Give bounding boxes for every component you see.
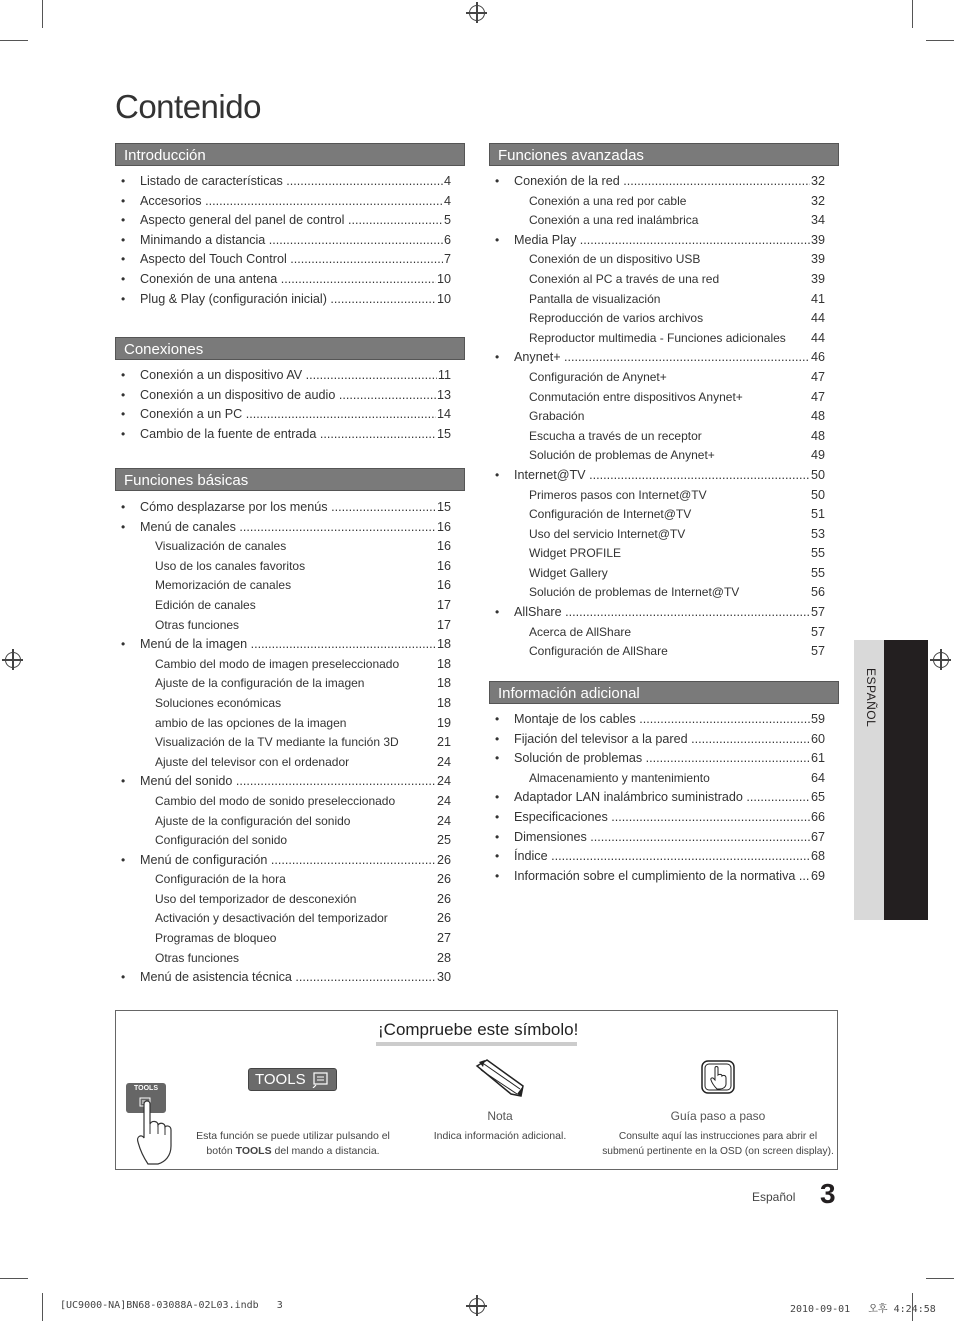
- bullet-icon: •: [495, 790, 500, 805]
- toc-entry-page: 27: [436, 929, 451, 949]
- note-caption: Indica información adicional.: [433, 1130, 567, 1142]
- step-guide-icon: [701, 1060, 735, 1094]
- bullet-icon: •: [121, 637, 126, 652]
- toc-entry-title: Conexión a un PC .....: [140, 405, 451, 425]
- toc-entry-title: Media Play .....: [514, 231, 825, 251]
- toc-entry-page: 17: [436, 596, 451, 616]
- toc-entry: [489, 828, 839, 848]
- toc-entry: [115, 733, 465, 753]
- registration-mark-icon: [469, 5, 485, 21]
- toc-entry: [489, 564, 839, 584]
- bullet-icon: •: [495, 829, 500, 844]
- note-pencil-icon: [473, 1058, 527, 1100]
- bullet-icon: •: [121, 193, 126, 208]
- page-title: Contenido: [115, 88, 261, 125]
- toc-entry-title: Cambio del modo de sonido preseleccionado: [155, 793, 396, 808]
- toc-entry-page: 24: [436, 753, 451, 773]
- toc-entry-title: Conexión a una red inalámbrica: [529, 213, 699, 228]
- toc-entry: [115, 616, 465, 636]
- toc-entry: [489, 505, 839, 525]
- toc-entry-page: 16: [436, 576, 451, 596]
- toc-entry-title: Anynet+ .....: [514, 348, 825, 368]
- toc-entry-page: 7: [443, 250, 451, 270]
- toc-entry-title: Primeros pasos con Internet@TV: [529, 487, 707, 502]
- toc-entry-title: Uso de los canales favoritos: [155, 558, 306, 573]
- toc-entry-title: Visualización de la TV mediante la función 3D: [155, 735, 399, 750]
- toc-entry: [489, 211, 839, 231]
- crop-mark: [926, 1278, 954, 1279]
- toc-entry-page: 55: [810, 544, 825, 564]
- toc-entry-title: Reproducción de varios archivos: [529, 311, 704, 326]
- toc-entry-title: Visualización de canales: [155, 539, 287, 554]
- toc-entry: [115, 753, 465, 773]
- toc-entry-title: Adaptador LAN inalámbrico suministrado .....: [514, 788, 825, 808]
- guide-label: Guía paso a paso: [670, 1109, 766, 1123]
- toc-entry-title: Cambio del modo de imagen preseleccionado: [155, 656, 400, 671]
- toc-entry-page: 28: [436, 949, 451, 969]
- bullet-icon: •: [495, 605, 500, 620]
- toc-entry-page: 65: [810, 788, 825, 808]
- toc-entry: [489, 407, 839, 427]
- toc-entry-page: 21: [436, 733, 451, 753]
- toc-entry-title: Plug & Play (configuración inicial) .....: [140, 290, 451, 310]
- toc-entry-page: 15: [436, 498, 451, 518]
- toc-entry-title: Uso del servicio Internet@TV: [529, 526, 686, 541]
- bullet-icon: •: [495, 467, 500, 482]
- toc-entry-title: Grabación: [529, 409, 585, 424]
- toc-entry-page: 59: [810, 710, 825, 730]
- side-tab-label: ESPAÑOL: [864, 668, 878, 728]
- toc-entry-title: Menú de canales .....: [140, 518, 451, 538]
- toc-entry: [489, 192, 839, 212]
- toc-entry: [489, 544, 839, 564]
- toc-entry-page: 44: [810, 309, 825, 329]
- toc-list: [115, 366, 465, 444]
- page-number: 3: [820, 1178, 836, 1209]
- bullet-icon: •: [121, 232, 126, 247]
- toc-entry: [489, 788, 839, 808]
- toc-entry-page: 39: [810, 231, 825, 251]
- bullet-icon: •: [121, 426, 126, 441]
- toc-entry-page: 16: [436, 537, 451, 557]
- toc-entry: [115, 714, 465, 734]
- toc-entry-page: 50: [810, 466, 825, 486]
- toc-entry-page: 18: [436, 635, 451, 655]
- toc-entry-page: 48: [810, 427, 825, 447]
- toc-entry-page: 39: [810, 250, 825, 270]
- toc-entry-title: Acerca de AllShare: [529, 624, 632, 639]
- toc-entry: [115, 968, 465, 988]
- section-introduccion: [115, 143, 465, 309]
- toc-entry-title: Aspecto general del panel de control .....: [140, 211, 451, 231]
- toc-entry: [115, 851, 465, 871]
- toc-entry-title: Índice .....: [514, 847, 825, 867]
- toc-entry-title: Configuración del sonido: [155, 833, 288, 848]
- toc-entry-title: Soluciones económicas: [155, 695, 282, 710]
- toc-entry: [115, 576, 465, 596]
- toc-entry: [489, 749, 839, 769]
- toc-entry: [115, 405, 465, 425]
- crop-mark: [926, 40, 954, 41]
- toc-entry-title: Dimensiones .....: [514, 828, 825, 848]
- toc-entry: [489, 427, 839, 447]
- toc-entry-title: Configuración de Internet@TV: [529, 507, 692, 522]
- toc-entry-title: Menú de configuración .....: [140, 851, 451, 871]
- toc-entry: [489, 847, 839, 867]
- toc-entry-page: 18: [436, 674, 451, 694]
- toc-entry: [489, 348, 839, 368]
- toc-entry-page: 16: [436, 518, 451, 538]
- toc-entry: [489, 368, 839, 388]
- tools-badge: [248, 1068, 337, 1091]
- toc-entry-title: Uso del temporizador de desconexión: [155, 891, 357, 906]
- toc-entry-page: 32: [810, 172, 825, 192]
- toc-entry-page: 66: [810, 808, 825, 828]
- toc-entry: [115, 674, 465, 694]
- note-label: Nota: [487, 1109, 513, 1123]
- toc-entry-title: Almacenamiento y mantenimiento: [529, 770, 710, 785]
- bullet-icon: •: [495, 731, 500, 746]
- toc-entry-page: 30: [436, 968, 451, 988]
- remote-button-label: TOOLS: [134, 1085, 158, 1092]
- toc-entry-page: 5: [443, 211, 451, 231]
- toc-entry: [115, 518, 465, 538]
- toc-entry: [489, 270, 839, 290]
- toc-entry: [115, 929, 465, 949]
- toc-entry-title: Edición de canales: [155, 597, 256, 612]
- section-heading: Información adicional: [489, 681, 839, 704]
- toc-entry-page: 55: [810, 564, 825, 584]
- crop-mark: [42, 0, 43, 28]
- toc-entry: [489, 250, 839, 270]
- section-heading: Conexiones: [115, 337, 465, 360]
- bullet-icon: •: [495, 868, 500, 883]
- bullet-icon: •: [495, 849, 500, 864]
- toc-entry-title: Configuración de la hora: [155, 872, 286, 887]
- bullet-icon: •: [121, 387, 126, 402]
- bullet-icon: •: [495, 174, 500, 188]
- toc-entry-title: Programas de bloqueo: [155, 931, 277, 946]
- guide-caption: Consulte aquí las instrucciones para abrir el submenú pertinente en la OSD (on screen display).: [602, 1131, 834, 1157]
- toc-entry-title: Pantalla de visualización: [529, 291, 661, 306]
- toc-entry-page: 4: [443, 192, 451, 212]
- toc-entry-title: Ajuste del televisor con el ordenador: [155, 754, 350, 769]
- toc-entry-page: 32: [810, 192, 825, 212]
- bullet-icon: •: [121, 500, 126, 514]
- toc-entry: [115, 270, 465, 290]
- crop-mark: [0, 1278, 28, 1279]
- toc-list: [115, 172, 465, 309]
- toc-entry-title: AllShare .....: [514, 603, 825, 623]
- toc-entry-title: Menú de asistencia técnica .....: [140, 968, 451, 988]
- toc-entry-page: 53: [810, 525, 825, 545]
- toc-entry-page: 57: [810, 642, 825, 662]
- toc-entry: [489, 642, 839, 662]
- toc-entry-page: 16: [436, 557, 451, 577]
- toc-entry-page: 68: [810, 847, 825, 867]
- section-heading: Funciones básicas: [115, 468, 465, 491]
- toc-entry: [115, 772, 465, 792]
- toc-entry-title: Menú de la imagen .....: [140, 635, 451, 655]
- toc-entry: [115, 655, 465, 675]
- toc-entry: [115, 812, 465, 832]
- bullet-icon: •: [495, 712, 500, 726]
- toc-entry-page: 18: [436, 655, 451, 675]
- title-underline: [376, 1042, 577, 1046]
- toc-entry: [489, 603, 839, 623]
- bullet-icon: •: [495, 350, 500, 365]
- toc-entry-title: Internet@TV .....: [514, 466, 825, 486]
- section-conexiones: [115, 337, 465, 444]
- toc-entry-title: Conexión a un dispositivo AV .....: [140, 366, 451, 386]
- toc-entry: [115, 192, 465, 212]
- toc-entry-page: 61: [810, 749, 825, 769]
- toc-entry-title: Minimando a distancia .....: [140, 231, 451, 251]
- toc-entry: [489, 808, 839, 828]
- toc-entry: [115, 498, 465, 518]
- toc-entry-title: Activación y desactivación del temporizador: [155, 911, 388, 926]
- crop-mark: [0, 40, 28, 41]
- toc-entry: [489, 710, 839, 730]
- toc-list: [115, 498, 465, 988]
- toc-entry-page: 10: [436, 270, 451, 290]
- toc-entry-page: 19: [436, 714, 451, 734]
- toc-entry-title: Conexión de la red .....: [514, 172, 825, 192]
- toc-entry: [115, 890, 465, 910]
- bullet-icon: •: [121, 852, 126, 867]
- tools-badge-label: TOOLS: [255, 1071, 306, 1088]
- toc-entry-title: Accesorios .....: [140, 192, 451, 212]
- toc-entry: [489, 388, 839, 408]
- toc-entry-page: 56: [810, 583, 825, 603]
- toc-entry: [115, 949, 465, 969]
- footer-file-info: [UC9000-NA]BN68-03088A-02L03.indb 3: [60, 1300, 283, 1311]
- toc-entry: [115, 557, 465, 577]
- toc-entry-page: 24: [436, 772, 451, 792]
- toc-entry-page: 67: [810, 828, 825, 848]
- toc-entry-page: 24: [436, 812, 451, 832]
- bullet-icon: •: [121, 407, 126, 422]
- toc-entry-title: Cambio de la fuente de entrada .....: [140, 425, 451, 445]
- toc-entry-page: 13: [436, 386, 451, 406]
- toc-entry: [489, 769, 839, 789]
- bullet-icon: •: [121, 519, 126, 534]
- toc-entry-title: Fijación del televisor a la pared .....: [514, 730, 825, 750]
- toc-entry-page: 50: [810, 486, 825, 506]
- toc-entry-page: 17: [436, 616, 451, 636]
- toc-entry-title: Solución de problemas de Internet@TV: [529, 585, 740, 600]
- bullet-icon: •: [495, 809, 500, 824]
- toc-entry: [489, 867, 839, 887]
- toc-entry-title: Otras funciones: [155, 950, 240, 965]
- tools-caption: Esta función se puede utilizar pulsando el botón TOOLS del mando a distancia.: [196, 1130, 390, 1157]
- toc-entry-title: Montaje de los cables .....: [514, 710, 825, 730]
- toc-entry: [489, 290, 839, 310]
- toc-entry-page: 15: [436, 425, 451, 445]
- toc-entry-title: Menú del sonido .....: [140, 772, 451, 792]
- bullet-icon: •: [121, 271, 126, 286]
- toc-entry: [115, 425, 465, 445]
- toc-list: [489, 172, 839, 662]
- toc-entry-title: Ajuste de la configuración del sonido: [155, 813, 351, 828]
- toc-entry: [489, 730, 839, 750]
- toc-entry-title: Otras funciones: [155, 617, 240, 632]
- toc-entry: [115, 386, 465, 406]
- toc-entry: [489, 172, 839, 192]
- toc-entry: [115, 596, 465, 616]
- toc-entry-page: 6: [443, 231, 451, 251]
- toc-entry-title: Cómo desplazarse por los menús .....: [140, 498, 451, 518]
- symbol-box-title: ¡Compruebe este símbolo!: [378, 1020, 579, 1039]
- toc-entry: [489, 525, 839, 545]
- bullet-icon: •: [121, 174, 126, 188]
- bullet-icon: •: [121, 774, 126, 789]
- toc-entry: [489, 231, 839, 251]
- bullet-icon: •: [495, 751, 500, 766]
- toc-entry: [489, 446, 839, 466]
- toc-entry: [115, 792, 465, 812]
- toc-entry: [115, 250, 465, 270]
- toc-entry-page: 18: [436, 694, 451, 714]
- toc-entry-title: Solución de problemas de Anynet+: [529, 448, 715, 463]
- toc-entry-page: 26: [436, 870, 451, 890]
- toc-entry-title: Widget Gallery: [529, 565, 608, 580]
- bullet-icon: •: [121, 252, 126, 267]
- toc-entry: [489, 329, 839, 349]
- toc-entry: [489, 309, 839, 329]
- toc-entry-title: Escucha a través de un receptor: [529, 428, 702, 443]
- toc-entry: [115, 635, 465, 655]
- toc-entry-title: Configuración de Anynet+: [529, 369, 667, 384]
- toc-entry-page: 11: [437, 366, 451, 386]
- toc-entry: [115, 909, 465, 929]
- toc-entry-page: 26: [436, 909, 451, 929]
- toc-entry-page: 47: [810, 368, 825, 388]
- toc-entry: [489, 466, 839, 486]
- toc-entry: [115, 870, 465, 890]
- toc-entry-page: 41: [810, 290, 825, 310]
- toc-entry-page: 47: [810, 388, 825, 408]
- toc-entry-title: Configuración de AllShare: [529, 644, 668, 659]
- toc-entry-page: 57: [810, 623, 825, 643]
- toc-entry: [115, 231, 465, 251]
- toc-entry-page: 10: [436, 290, 451, 310]
- toc-entry-title: Especificaciones .....: [514, 808, 825, 828]
- crop-mark: [912, 0, 913, 28]
- toc-entry-page: 4: [443, 172, 451, 192]
- toc-entry-page: 26: [436, 851, 451, 871]
- toc-entry: [489, 486, 839, 506]
- toc-entry: [489, 583, 839, 603]
- toc-entry-title: Conexión a una red por cable: [529, 193, 687, 208]
- toc-entry-title: ambio de las opciones de la imagen: [155, 715, 347, 730]
- toc-entry-title: Conmutación entre dispositivos Anynet+: [529, 389, 743, 404]
- registration-mark-icon: [469, 1298, 485, 1314]
- toc-entry-title: Listado de características .....: [140, 172, 451, 192]
- toc-entry-page: 57: [810, 603, 825, 623]
- bullet-icon: •: [495, 232, 500, 247]
- footer-print-stamp: 2010-09-01 오후 4:24:58: [790, 1304, 936, 1315]
- toc-entry: [115, 537, 465, 557]
- registration-mark-icon: [933, 652, 949, 668]
- section-basicas: [115, 468, 465, 988]
- toc-entry-page: 24: [436, 792, 451, 812]
- toc-entry-page: 64: [810, 769, 825, 789]
- toc-entry-page: 14: [436, 405, 451, 425]
- toc-entry: [115, 211, 465, 231]
- toc-entry-page: 44: [810, 329, 825, 349]
- toc-entry-page: 39: [810, 270, 825, 290]
- toc-entry-title: Conexión a un dispositivo de audio .....: [140, 386, 451, 406]
- toc-entry-page: 60: [810, 730, 825, 750]
- toc-entry-title: Conexión de una antena .....: [140, 270, 451, 290]
- toc-entry-title: Widget PROFILE: [529, 546, 622, 561]
- toc-entry-title: Memorización de canales: [155, 578, 292, 593]
- toc-entry-title: Solución de problemas .....: [514, 749, 825, 769]
- toc-entry-page: 69: [810, 867, 825, 887]
- toc-list: [489, 710, 839, 886]
- registration-mark-icon: [5, 652, 21, 668]
- toc-entry: [115, 831, 465, 851]
- toc-entry-page: 49: [810, 446, 825, 466]
- crop-mark: [42, 1293, 43, 1321]
- section-heading: Introducción: [115, 143, 465, 166]
- bullet-icon: •: [121, 368, 126, 382]
- toc-entry: [115, 172, 465, 192]
- toc-entry-title: Conexión al PC a través de una red: [529, 271, 720, 286]
- toc-entry: [115, 290, 465, 310]
- toc-entry: [115, 366, 465, 386]
- toc-entry-title: Aspecto del Touch Control .....: [140, 250, 451, 270]
- toc-entry-page: 46: [810, 348, 825, 368]
- toc-entry-page: 34: [810, 211, 825, 231]
- section-avanzadas: [489, 143, 839, 662]
- toc-entry-title: Información sobre el cumplimiento de la normativa .....: [514, 867, 825, 887]
- bullet-icon: •: [121, 970, 126, 985]
- toc-entry-title: Conexión de un dispositivo USB: [529, 252, 701, 267]
- section-adicional: [489, 681, 839, 886]
- footer-language: Español: [752, 1190, 796, 1204]
- toc-entry: [115, 694, 465, 714]
- bullet-icon: •: [121, 291, 126, 306]
- toc-entry-title: Reproductor multimedia - Funciones adicionales: [529, 330, 786, 345]
- toc-entry-page: 48: [810, 407, 825, 427]
- bullet-icon: •: [121, 213, 126, 228]
- section-heading: Funciones avanzadas: [489, 143, 839, 166]
- toc-entry-page: 26: [436, 890, 451, 910]
- toc-entry-page: 51: [810, 505, 825, 525]
- toc-entry-title: Ajuste de la configuración de la imagen: [155, 676, 365, 691]
- toc-entry-page: 25: [436, 831, 451, 851]
- toc-entry: [489, 623, 839, 643]
- tools-icon: [312, 1072, 332, 1088]
- hand-pointer-icon: [134, 1100, 174, 1168]
